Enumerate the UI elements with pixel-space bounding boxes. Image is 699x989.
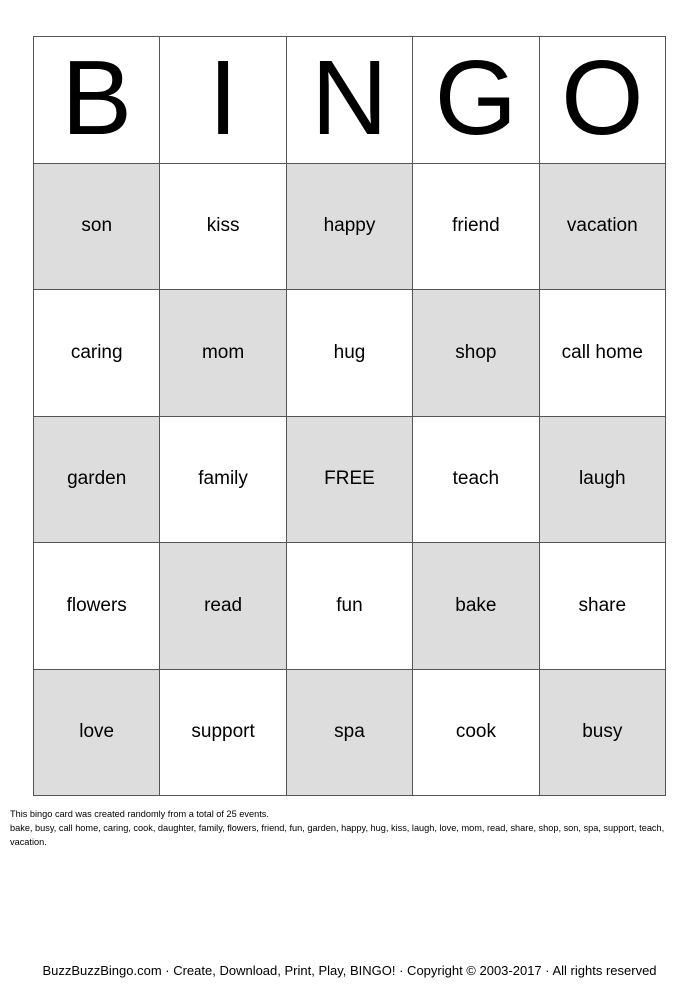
bingo-cell[interactable]: FREE [287,417,413,544]
bingo-cell[interactable]: cook [413,670,539,797]
bingo-cell[interactable]: friend [413,164,539,291]
bingo-cell[interactable]: family [160,417,286,544]
bingo-cell[interactable]: happy [287,164,413,291]
bingo-cell[interactable]: love [34,670,160,797]
bingo-cell[interactable]: laugh [540,417,666,544]
site-footer: BuzzBuzzBingo.com · Create, Download, Print, Play, BINGO! · Copyright © 2003-2017 · All rights reserved [42,963,657,978]
bingo-cell[interactable]: garden [34,417,160,544]
bingo-cell[interactable]: teach [413,417,539,544]
bingo-cell[interactable]: fun [287,543,413,670]
bingo-cell[interactable]: read [160,543,286,670]
bingo-cell[interactable]: bake [413,543,539,670]
bingo-cell[interactable]: mom [160,290,286,417]
bingo-cell[interactable]: flowers [34,543,160,670]
header-letter-i: I [160,37,286,164]
card-footnote [10,807,690,849]
header-letter-b: B [34,37,160,164]
bingo-cell[interactable]: shop [413,290,539,417]
bingo-card [33,36,666,796]
bingo-cell[interactable]: call home [540,290,666,417]
bingo-cell[interactable]: share [540,543,666,670]
footnote-event-list: bake, busy, call home, caring, cook, daughter, family, flowers, friend, fun, garden, happy, hug, kiss, laugh, love, mom, read, share, shop, son, spa, support, teach, vacation. [10,823,665,847]
bingo-cell[interactable]: kiss [160,164,286,291]
bingo-cell[interactable]: support [160,670,286,797]
bingo-cell[interactable]: caring [34,290,160,417]
bingo-cell[interactable]: busy [540,670,666,797]
bingo-cell[interactable]: son [34,164,160,291]
bingo-cell[interactable]: spa [287,670,413,797]
bingo-cell[interactable]: vacation [540,164,666,291]
header-letter-o: O [540,37,666,164]
bingo-cell[interactable]: hug [287,290,413,417]
footnote-summary: This bingo card was created randomly from a total of 25 events. [10,809,269,819]
header-letter-g: G [413,37,539,164]
header-letter-n: N [287,37,413,164]
